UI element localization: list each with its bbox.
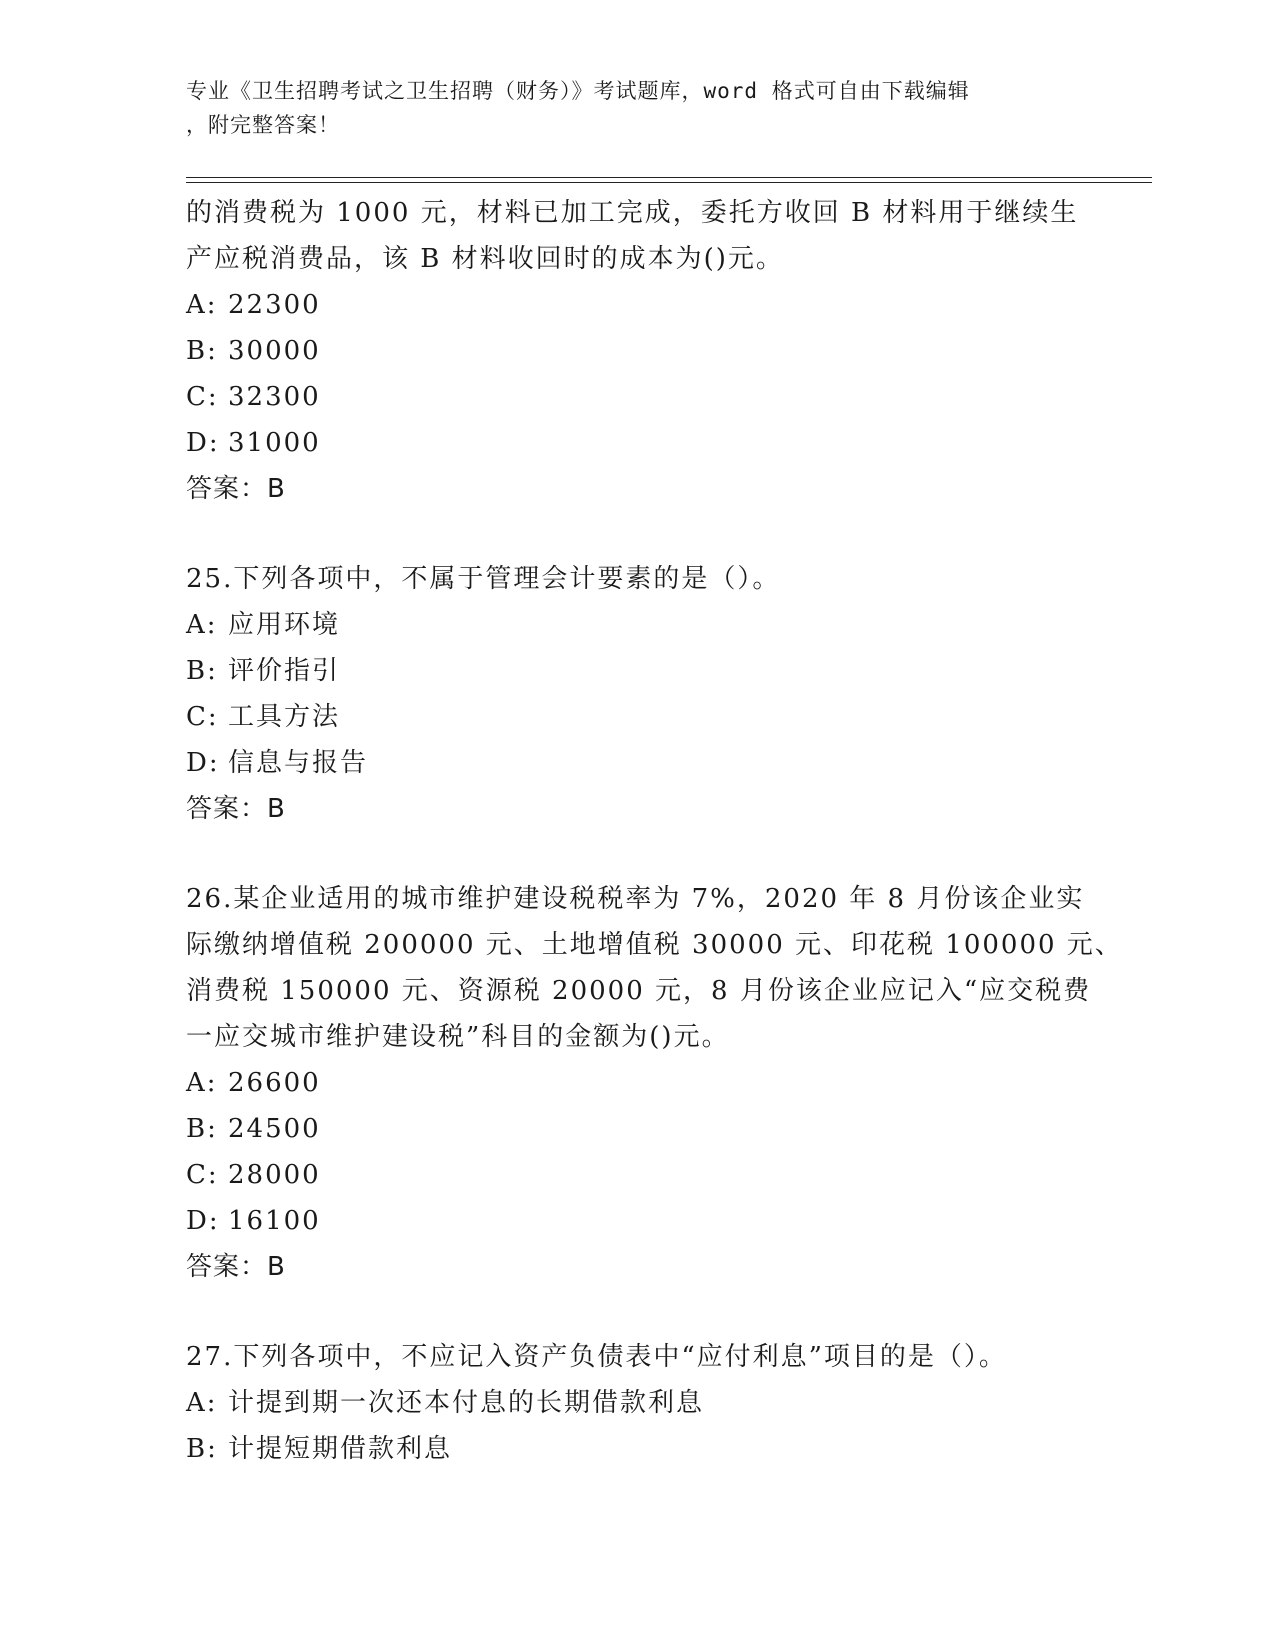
question-25 <box>186 556 1086 832</box>
option-letter: A: <box>186 610 218 640</box>
question-text-line: 产应税消费品，该 B 材料收回时的成本为()元。 <box>186 244 784 274</box>
option-d <box>186 420 1086 466</box>
option-c <box>186 1152 1086 1198</box>
option-b <box>186 1426 1086 1472</box>
option-text: 26600 <box>228 1068 321 1098</box>
question-text-line: 25.下列各项中，不属于管理会计要素的是（）。 <box>186 564 781 594</box>
option-c <box>186 694 1086 740</box>
option-text: 22300 <box>228 290 321 320</box>
option-text: 32300 <box>228 382 321 412</box>
header-line-1: 专业《卫生招聘考试之卫生招聘（财务）》考试题库，word 格式可自由下载编辑 <box>186 79 970 103</box>
answer-line: 答案：B <box>186 1252 286 1282</box>
option-text: 30000 <box>228 336 321 366</box>
option-letter: C: <box>186 1160 219 1190</box>
header-divider <box>186 177 1152 183</box>
question-text-line: 的消费税为 1000 元，材料已加工完成，委托方收回 B 材料用于继续生 <box>186 198 1079 228</box>
option-b <box>186 1106 1086 1152</box>
option-letter: C: <box>186 702 219 732</box>
option-text: 计提短期借款利息 <box>228 1434 453 1464</box>
option-d <box>186 740 1086 786</box>
option-letter: A: <box>186 1388 218 1418</box>
question-list <box>186 190 1123 1472</box>
option-text: 28000 <box>228 1160 321 1190</box>
answer-line: 答案：B <box>186 794 286 824</box>
page-header <box>186 74 1066 142</box>
question-27 <box>186 1334 1086 1472</box>
option-text: 16100 <box>228 1206 321 1236</box>
question-text-line: 26.某企业适用的城市维护建设税税率为 7%，2020 年 8 月份该企业实 <box>186 884 1085 914</box>
option-c <box>186 374 1086 420</box>
option-a <box>186 1380 1086 1426</box>
option-a <box>186 602 1086 648</box>
option-text: 工具方法 <box>228 702 341 732</box>
option-letter: A: <box>186 290 218 320</box>
option-text: 31000 <box>228 428 321 458</box>
question-text-line: 一应交城市维护建设税”科目的金额为()元。 <box>186 1022 730 1052</box>
option-b <box>186 328 1086 374</box>
question-text-line: 际缴纳增值税 200000 元、土地增值税 30000 元、印花税 100000 元、 <box>186 930 1123 960</box>
option-text: 计提到期一次还本付息的长期借款利息 <box>228 1388 705 1418</box>
option-letter: B: <box>186 1434 218 1464</box>
option-letter: C: <box>186 382 219 412</box>
option-a <box>186 1060 1086 1106</box>
answer-line: 答案：B <box>186 474 286 504</box>
question-text-line: 消费税 150000 元、资源税 20000 元，8 月份该企业应记入“应交税费 <box>186 976 1092 1006</box>
question-24 <box>186 190 1086 512</box>
option-letter: D: <box>186 1206 220 1236</box>
option-letter: B: <box>186 336 218 366</box>
option-b <box>186 648 1086 694</box>
header-line-2: ，附完整答案！ <box>186 113 340 137</box>
option-text: 应用环境 <box>228 610 341 640</box>
option-a <box>186 282 1086 328</box>
option-letter: D: <box>186 428 220 458</box>
option-text: 信息与报告 <box>228 748 369 778</box>
option-letter: D: <box>186 748 220 778</box>
question-26 <box>186 876 1123 1290</box>
question-text-line: 27.下列各项中，不应记入资产负债表中“应付利息”项目的是（）。 <box>186 1342 1007 1372</box>
option-letter: B: <box>186 656 218 686</box>
option-letter: B: <box>186 1114 218 1144</box>
option-d <box>186 1198 1086 1244</box>
option-letter: A: <box>186 1068 218 1098</box>
option-text: 24500 <box>228 1114 321 1144</box>
option-text: 评价指引 <box>228 656 341 686</box>
